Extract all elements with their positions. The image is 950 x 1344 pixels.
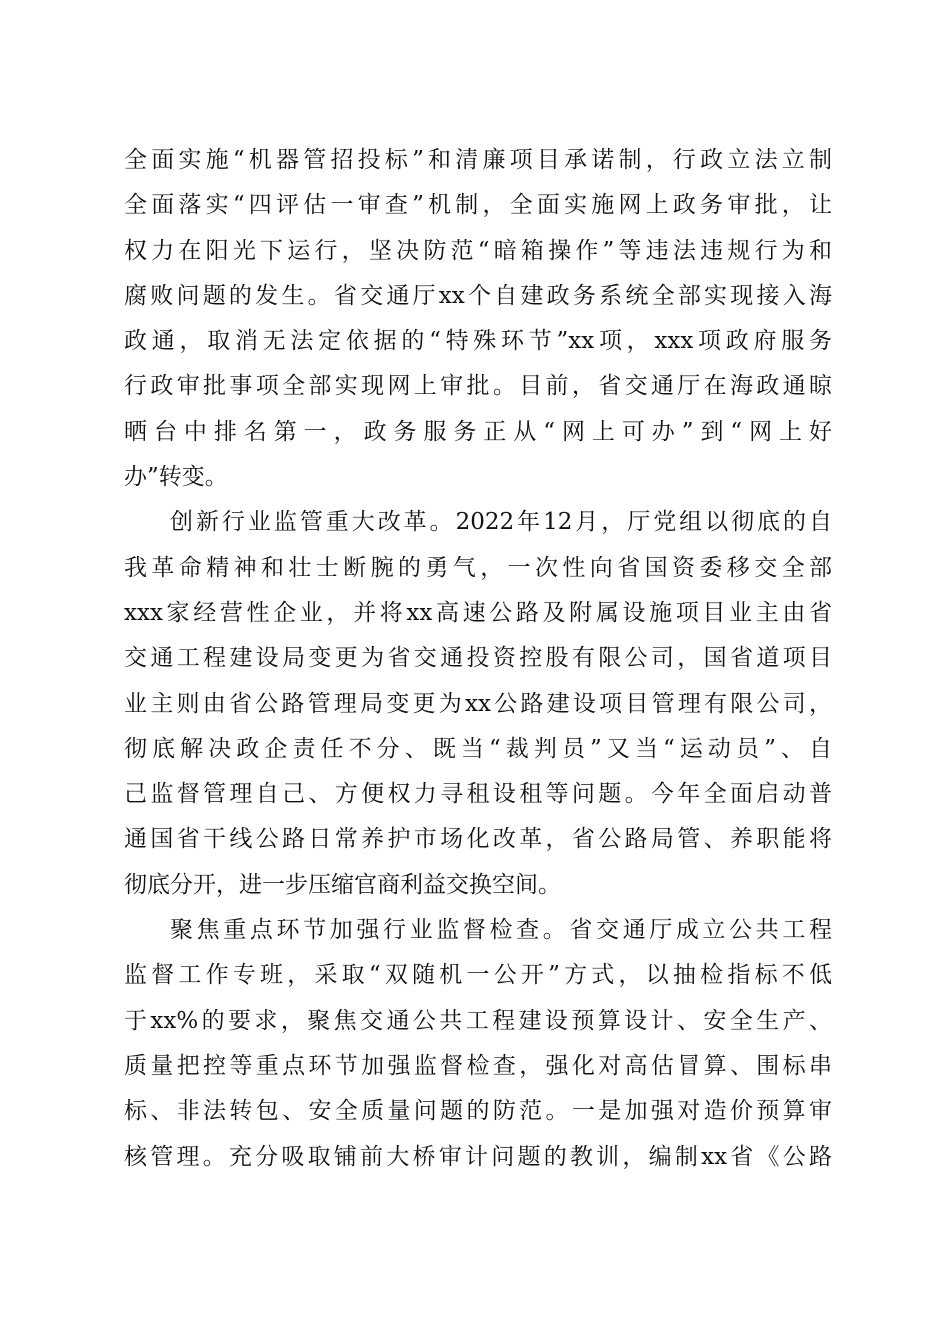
paragraph-heading-line: 聚焦重点环节加强行业监督检查。省交通厅成立公共工程	[170, 917, 832, 944]
text-line: 质量把控等重点环节加强监督检查，强化对高估冒算、围标串	[124, 1052, 832, 1079]
text-line: 标、非法转包、安全质量问题的防范。一是加强对造价预算审	[124, 1098, 832, 1125]
text-line: 彻底解决政企责任不分、既当“裁判员”又当“运动员”、自	[124, 735, 832, 762]
text-line: 全面落实“四评估一审查”机制，全面实施网上政务审批，让	[124, 192, 832, 219]
text-line: 己监督管理自己、方便权力寻租设租等问题。今年全面启动普	[124, 781, 832, 808]
text-line: 腐败问题的发生。省交通厅xx个自建政务系统全部实现接入海	[124, 282, 832, 309]
body-text	[124, 138, 832, 1180]
text-line: 权力在阳光下运行，坚决防范“暗箱操作”等违法违规行为和	[124, 237, 832, 264]
text-line: 政通，取消无法定依据的“特殊环节”xx项，xxx项政府服务	[124, 328, 832, 355]
text-line: 通国省干线公路日常养护市场化改革，省公路局管、养职能将	[124, 826, 832, 853]
text-line: 核管理。充分吸取铺前大桥审计问题的教训，编制xx省《公路	[124, 1143, 832, 1170]
text-line: 办”转变。	[124, 464, 228, 491]
text-line: 监督工作专班，采取“双随机一公开”方式，以抽检指标不低	[124, 962, 832, 989]
text-line: 全面实施“机器管招投标”和清廉项目承诺制，行政立法立制	[124, 147, 832, 173]
text-line: xxx家经营性企业，并将xx高速公路及附属设施项目业主由省	[124, 599, 832, 626]
text-line: 我革命精神和壮士断腕的勇气，一次性向省国资委移交全部	[124, 554, 832, 581]
text-line: 晒台中排名第一，政务服务正从“网上可办”到“网上好	[124, 418, 832, 445]
paragraph-heading-line: 创新行业监管重大改革。2022年12月，厅党组以彻底的自	[170, 509, 832, 536]
text-line: 业主则由省公路管理局变更为xx公路建设项目管理有限公司，	[124, 690, 832, 717]
text-line: 于xx%的要求，聚焦交通公共工程建设预算设计、安全生产、	[124, 1007, 832, 1034]
text-line: 彻底分开，进一步压缩官商利益交换空间。	[124, 871, 561, 898]
text-line: 交通工程建设局变更为省交通投资控股有限公司，国省道项目	[124, 645, 832, 672]
text-line: 行政审批事项全部实现网上审批。目前，省交通厅在海政通晾	[124, 373, 832, 400]
